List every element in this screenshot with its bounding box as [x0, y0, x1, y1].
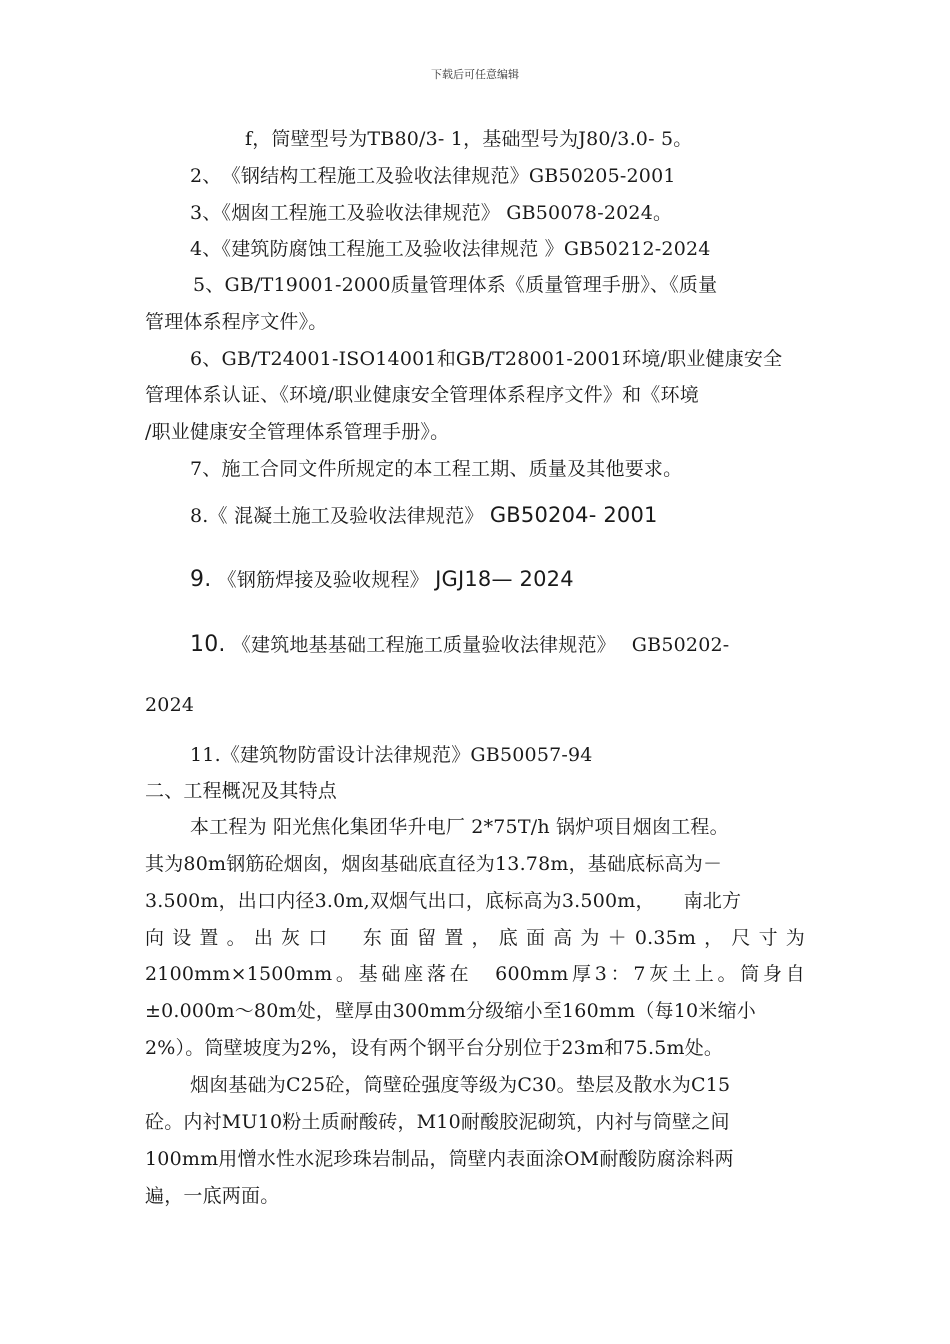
text-line: 本工程为 阳光焦化集团华升电厂 2*75T/h 锅炉项目烟囱工程。 — [190, 816, 729, 838]
text-line: 管理体系程序文件》。 — [145, 311, 328, 333]
item-number: 10. — [190, 632, 226, 657]
text-segment: 《建筑地基基础工程施工质量验收法律规范》 GB50202- — [231, 634, 730, 656]
text-line: 4、《建筑防腐蚀工程施工及验收法律规范 》GB50212-2024 — [190, 238, 711, 260]
text-line: 2100mm×1500mm。基础座落在 600mm厚3：7灰土上。筒身自 — [145, 963, 805, 985]
text-line: 向设置。出灰口 东面留置，底面高为＋0.35m，尺寸为 — [145, 927, 805, 949]
text-line: 2%）。筒壁坡度为2%，设有两个钢平台分别位于23m和75.5m处。 — [145, 1037, 724, 1059]
text-line: 6、GB/T24001-ISO14001和GB/T28001-2001环境/职业健康安全 — [190, 348, 783, 370]
text-line: 3.500m，出口内径3.0m,双烟气出口，底标高为3.500m， 南北方 — [145, 890, 742, 912]
text-line: 5、GB/T19001-2000质量管理体系《质量管理手册》、《质量 — [193, 274, 718, 296]
text-line: ±0.000m～80m处，壁厚由300mm分级缩小至160mm（每10米缩小 — [145, 1000, 756, 1022]
text-segment: 8.《 混凝土施工及验收法律规范》 — [190, 505, 484, 527]
page-header: 下载后可任意编辑 — [431, 68, 519, 81]
text-line: 烟囱基础为C25砼，筒壁砼强度等级为C30。垫层及散水为C15 — [190, 1074, 731, 1096]
item-number: 9. — [190, 567, 212, 592]
text-line: 100mm用憎水性水泥珍珠岩制品，筒壁内表面涂OM耐酸防腐涂料两 — [145, 1148, 734, 1170]
text-line: 遍，一底两面。 — [145, 1185, 280, 1207]
text-line: 其为80m钢筋砼烟囱，烟囱基础底直径为13.78m，基础底标高为－ — [145, 853, 723, 875]
text-line: 管理体系认证、《环境/职业健康安全管理体系程序文件》和《环境 — [145, 384, 699, 406]
text-segment: 《钢筋焊接及验收规程》 — [217, 569, 429, 591]
section-heading: 二、工程概况及其特点 — [145, 780, 338, 802]
text-line: 11.《建筑物防雷设计法律规范》GB50057-94 — [190, 744, 593, 766]
text-line: 砼。内衬MU10粉土质耐酸砖，M10耐酸胶泥砌筑，内衬与筒壁之间 — [145, 1111, 730, 1133]
text-line: /职业健康安全管理体系管理手册》。 — [145, 421, 450, 443]
text-line: 2、 《钢结构工程施工及验收法律规范》GB50205-2001 — [190, 165, 676, 187]
text-line: 2024 — [145, 694, 195, 716]
standard-code: GB50204- 2001 — [489, 503, 658, 527]
standard-code: JGJ18— 2024 — [435, 567, 574, 591]
text-line: 3、《烟囱工程施工及验收法律规范》 GB50078-2024。 — [190, 202, 673, 224]
text-line — [190, 565, 574, 592]
text-line: f，筒壁型号为TB80/3- 1，基础型号为J80/3.0- 5。 — [245, 128, 693, 150]
text-line — [190, 630, 729, 657]
text-line — [190, 501, 658, 528]
text-line: 7、施工合同文件所规定的本工程工期、质量及其他要求。 — [190, 458, 683, 480]
